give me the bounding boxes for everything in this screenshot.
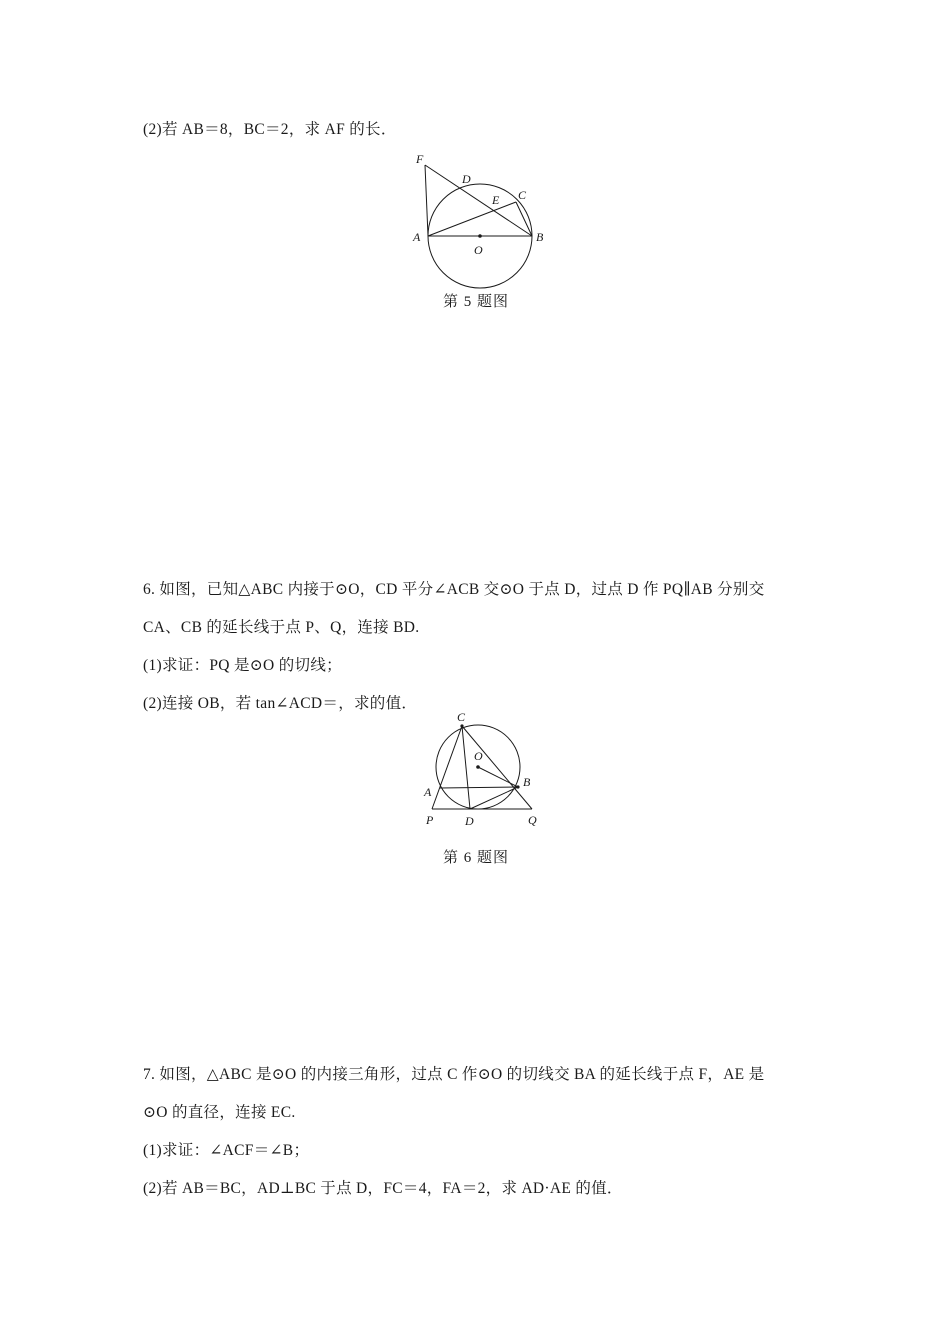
label-b: B <box>536 230 544 244</box>
problem5-diagram <box>408 152 558 302</box>
segment-fb <box>425 165 532 236</box>
problem6-stem-line1: 6. 如图，已知△ABC 内接于⊙O，CD 平分∠ACB 交⊙O 于点 D，过点 D 作 PQ∥AB 分别交 <box>143 581 765 598</box>
label-d: D <box>465 814 474 828</box>
problem7-part2-text: (2)若 AB＝BC，AD⊥BC 于点 D，FC＝4，FA＝2，求 AD·AE 的值． <box>143 1180 623 1197</box>
label-e: E <box>492 193 500 207</box>
problem5-figure-caption: 第 5 题图 <box>443 294 510 310</box>
problem7-stem-line2: ⊙O 的直径，连接 EC. <box>143 1104 296 1121</box>
problem6-diagram <box>410 708 560 838</box>
point-b-dot <box>516 785 519 788</box>
problem5-figure <box>408 152 558 302</box>
segment-ac <box>428 202 516 236</box>
label-c: C <box>457 710 466 724</box>
problem5-part2-text: (2)若 AB＝8，BC＝2，求 AF 的长． <box>143 121 397 138</box>
problem7-stem-line1: 7. 如图，△ABC 是⊙O 的内接三角形，过点 C 作⊙O 的切线交 BA 的延长线于点 F，AE 是 <box>143 1066 765 1083</box>
segment-cd <box>462 726 470 809</box>
label-q: Q <box>528 813 537 827</box>
problem6-part2-text: (2)连接 OB，若 tan∠ACD＝，求的值． <box>143 695 418 712</box>
point-c-dot <box>460 724 463 727</box>
segment-fa <box>425 165 428 236</box>
point-o-dot <box>476 765 480 769</box>
label-o: O <box>474 243 483 257</box>
label-a: A <box>424 785 432 799</box>
problem7-part1-text: (1)求证：∠ACF＝∠B； <box>143 1142 310 1159</box>
segment-ab <box>440 787 518 788</box>
label-p: P <box>426 813 434 827</box>
point-o-dot <box>478 234 482 238</box>
segment-ob <box>478 767 518 787</box>
problem6-part1-text: (1)求证：PQ 是⊙O 的切线； <box>143 657 342 674</box>
problem6-figure <box>410 708 560 838</box>
label-c: C <box>518 188 527 202</box>
label-o: O <box>474 749 483 763</box>
label-d: D <box>462 172 471 186</box>
label-b: B <box>523 775 531 789</box>
problem6-figure-caption: 第 6 题图 <box>443 850 510 866</box>
label-f: F <box>416 152 424 166</box>
problem6-stem-line2: CA、CB 的延长线于点 P、Q，连接 BD. <box>143 619 420 636</box>
label-a: A <box>413 230 421 244</box>
